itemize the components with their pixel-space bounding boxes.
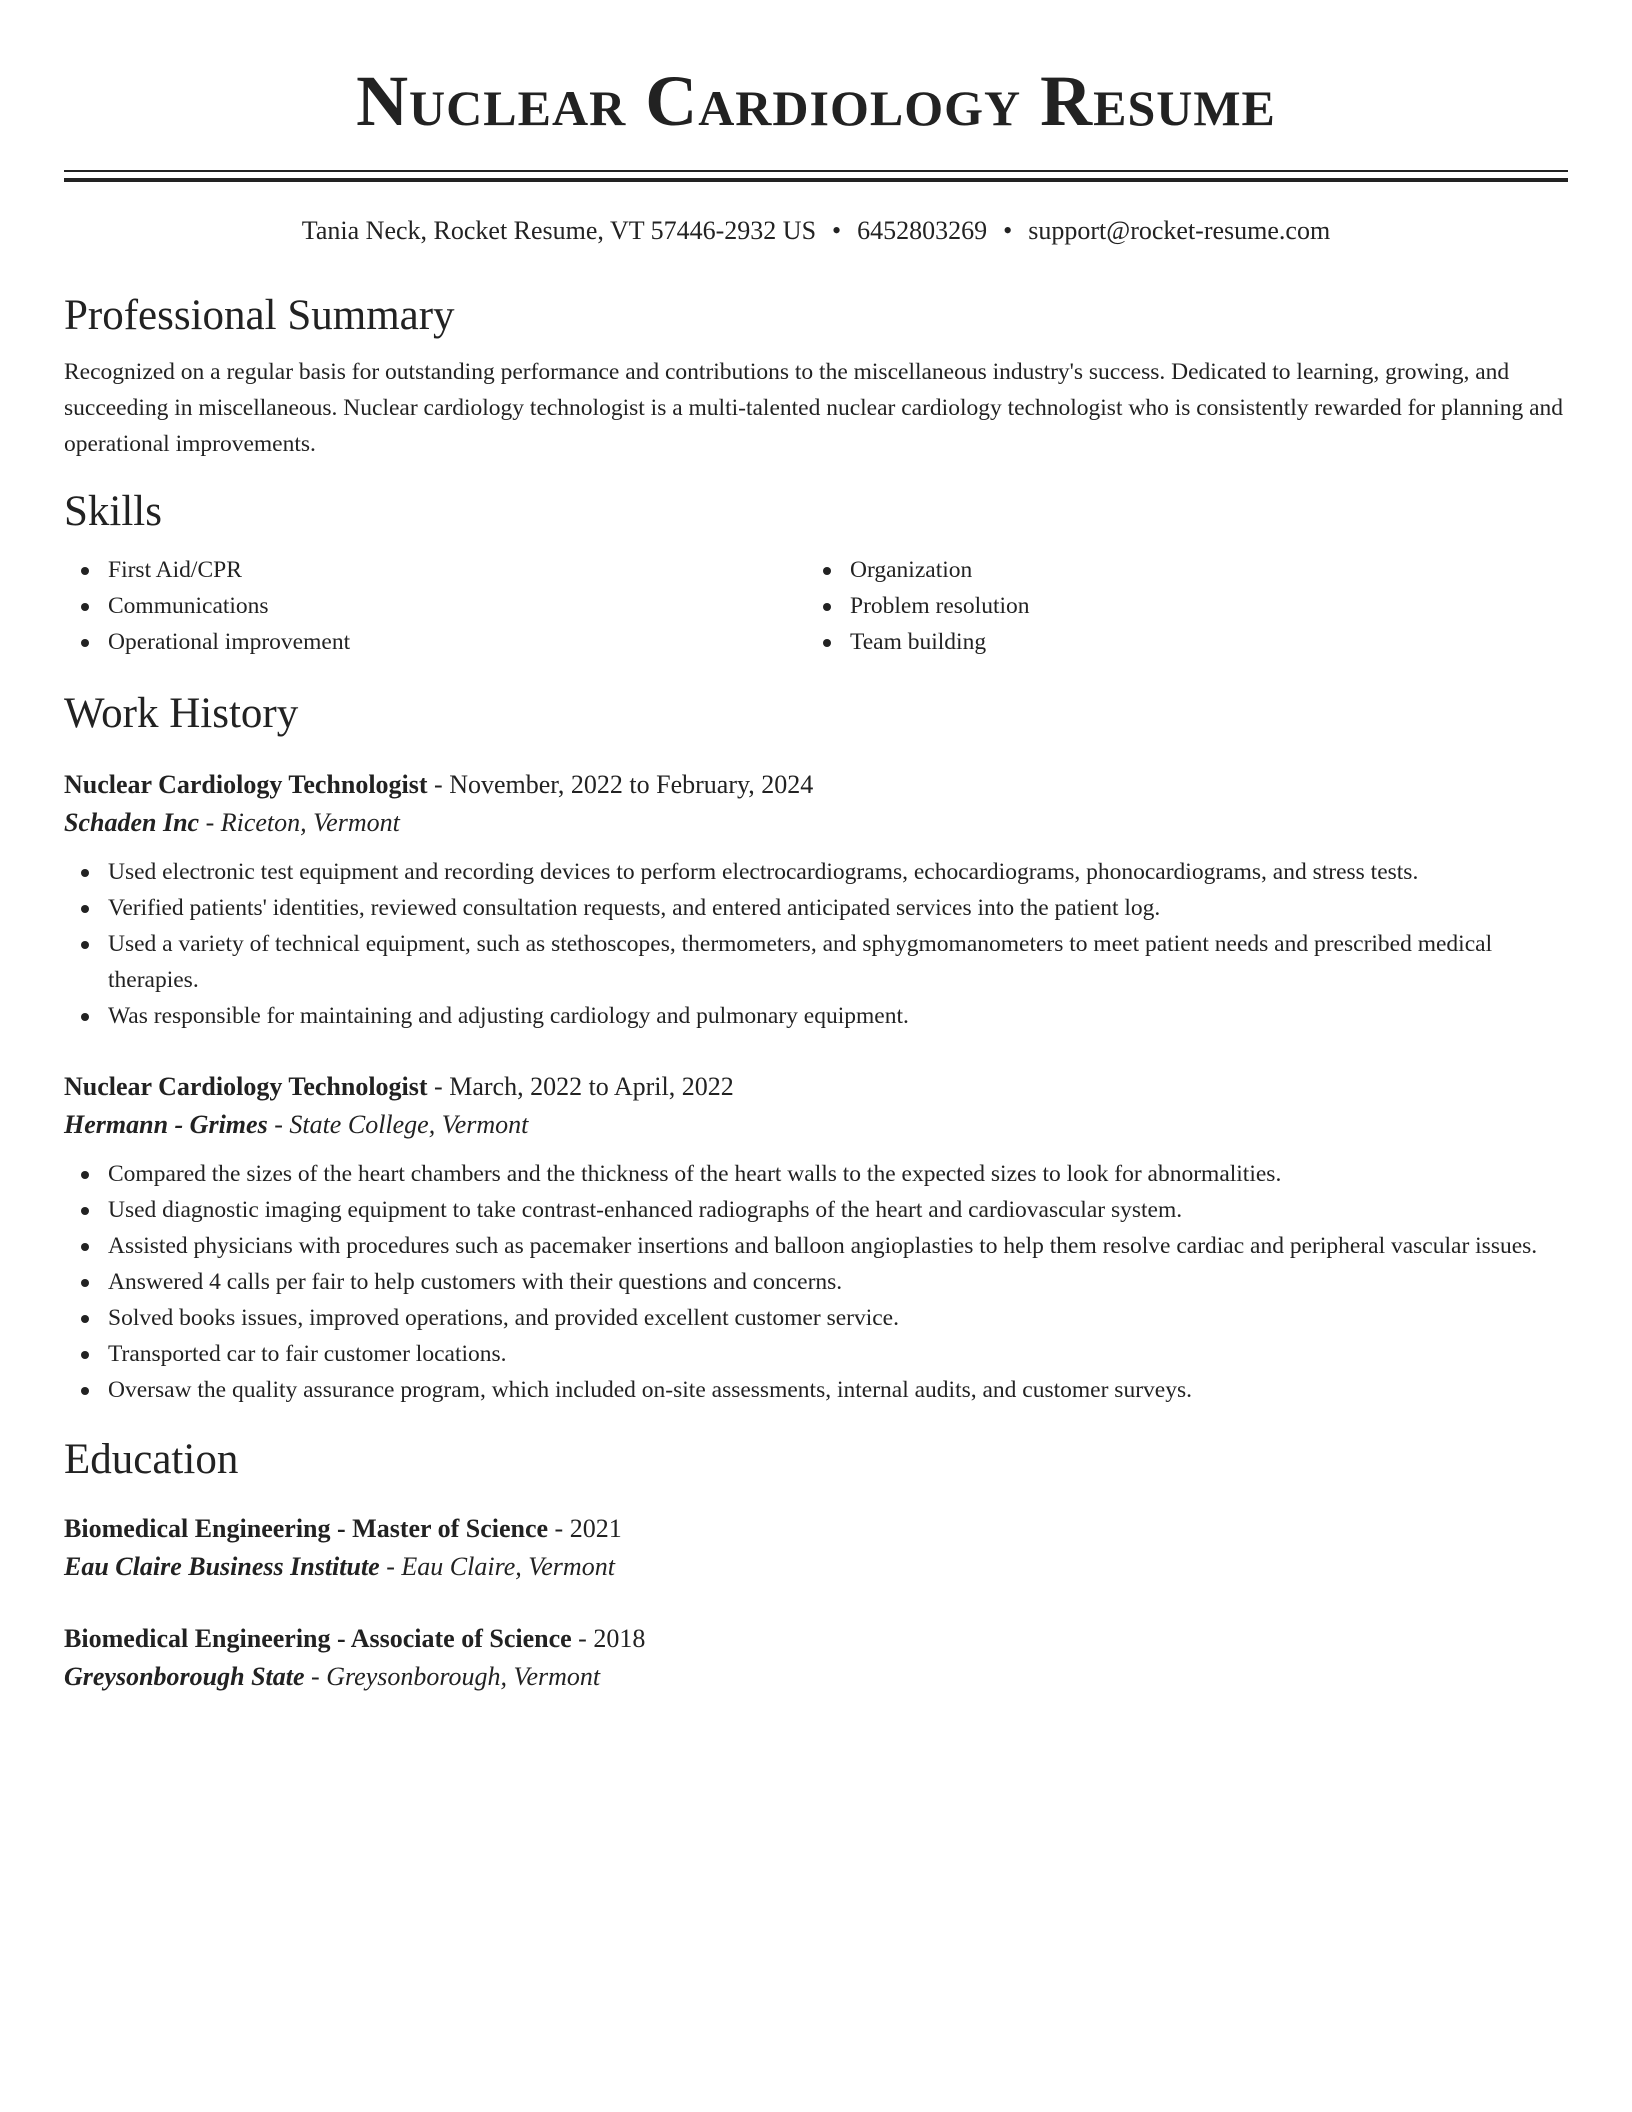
job-bullet xyxy=(108,1192,1568,1228)
bullet-dot xyxy=(81,1207,89,1215)
contact-address: Tania Neck, Rocket Resume, VT 57446-2932 US xyxy=(301,216,817,245)
job-role: Nuclear Cardiology Technologist xyxy=(64,770,428,799)
job-title-line xyxy=(64,1068,1568,1106)
bullet-dot xyxy=(823,639,831,647)
education-dash: - xyxy=(379,1552,402,1581)
job-title-line xyxy=(64,766,1568,804)
bullet-dot xyxy=(81,1171,89,1179)
education-school: Greysonborough State xyxy=(64,1662,305,1691)
job-bullet-text: Verified patients' identities, reviewed consultation requests, and entered anticipated services into the patient log. xyxy=(108,895,1161,921)
job-company-line xyxy=(64,1106,1568,1144)
bullet-dot xyxy=(81,869,89,877)
job-dates: March, 2022 to April, 2022 xyxy=(449,1072,734,1101)
skills-column-right xyxy=(806,552,1548,660)
skill-item xyxy=(850,588,1548,624)
bullet-dot xyxy=(81,1013,89,1021)
education-entry xyxy=(64,1510,1568,1586)
job-bullet xyxy=(108,854,1568,890)
job-bullet-text: Oversaw the quality assurance program, which included on-site assessments, internal audits, and customer surveys. xyxy=(108,1377,1192,1403)
job-location: State College, Vermont xyxy=(289,1110,529,1139)
title-double-rule xyxy=(64,170,1568,182)
skill-label: Operational improvement xyxy=(108,629,351,655)
bullet-dot xyxy=(81,603,89,611)
education-degree-line xyxy=(64,1510,1568,1548)
skill-item xyxy=(108,552,806,588)
job-company-line xyxy=(64,804,1568,842)
job-bullet-text: Used a variety of technical equipment, such as stethoscopes, thermometers, and sphygmomanometers to meet patient needs and prescribed medical therapies. xyxy=(108,931,1493,993)
bullet-dot xyxy=(823,567,831,575)
education-entry xyxy=(64,1620,1568,1696)
job-dates: November, 2022 to February, 2024 xyxy=(449,770,814,799)
job-bullet xyxy=(108,998,1568,1034)
job-dash: - xyxy=(427,770,450,799)
job-bullet xyxy=(108,926,1568,998)
job-bullet-text: Used electronic test equipment and recording devices to perform electrocardiograms, echocardiograms, phonocardiograms, and stress tests. xyxy=(108,859,1419,885)
job-company: Schaden Inc xyxy=(64,808,200,837)
job-dash: - xyxy=(427,1072,450,1101)
job-bullet-text: Answered 4 calls per fair to help customers with their questions and concerns. xyxy=(108,1269,843,1295)
bullet-dot xyxy=(81,905,89,913)
resume-title: Nuclear Cardiology Resume xyxy=(356,61,1276,141)
job-location: Riceton, Vermont xyxy=(220,808,400,837)
contact-separator: • xyxy=(1003,216,1013,245)
education-school: Eau Claire Business Institute xyxy=(64,1552,380,1581)
job-bullet-text: Solved books issues, improved operations, and provided excellent customer service. xyxy=(108,1305,899,1331)
education-location: Greysonborough, Vermont xyxy=(326,1662,601,1691)
job-dash: - xyxy=(199,808,221,837)
bullet-dot xyxy=(81,1315,89,1323)
job-bullet xyxy=(108,1228,1568,1264)
work-history-heading: Work History xyxy=(64,690,299,737)
skill-item xyxy=(108,588,806,624)
summary-text: Recognized on a regular basis for outstanding performance and contributions to the miscellaneous industry's success. Dedicated to learning, growing, and succeeding in miscellaneous. Nuclear cardiology technologist is a multi-talented nuclear cardiology technologist who is consistently rewarded for planning and operational improvements. xyxy=(64,359,1563,457)
bullet-dot xyxy=(81,1387,89,1395)
job-bullet-text: Assisted physicians with procedures such as pacemaker insertions and balloon angioplasties to help them resolve cardiac and peripheral vascular issues. xyxy=(108,1233,1538,1259)
skills-heading: Skills xyxy=(64,488,162,535)
bullet-dot xyxy=(81,639,89,647)
skill-label: Organization xyxy=(850,557,973,583)
job-dash: - xyxy=(267,1110,290,1139)
job-company: Hermann - Grimes xyxy=(64,1110,268,1139)
job-entry xyxy=(64,1068,1568,1408)
education-degree-line xyxy=(64,1620,1568,1658)
skills-grid xyxy=(64,552,1568,660)
contact-line xyxy=(64,214,1568,248)
education-degree: Biomedical Engineering - Master of Science xyxy=(64,1514,549,1543)
bullet-dot xyxy=(81,1279,89,1287)
skill-label: Communications xyxy=(108,593,269,619)
education-year: 2021 xyxy=(569,1514,622,1543)
bullet-dot xyxy=(823,603,831,611)
education-location: Eau Claire, Vermont xyxy=(401,1552,615,1581)
job-bullet xyxy=(108,1336,1568,1372)
skill-item xyxy=(850,624,1548,660)
skill-item xyxy=(850,552,1548,588)
education-school-line xyxy=(64,1658,1568,1696)
education-heading: Education xyxy=(64,1436,239,1483)
skill-label: Team building xyxy=(850,629,987,655)
job-entry xyxy=(64,766,1568,1034)
contact-email: support@rocket-resume.com xyxy=(1028,216,1331,245)
job-bullet-text: Was responsible for maintaining and adjusting cardiology and pulmonary equipment. xyxy=(108,1003,909,1029)
education-degree: Biomedical Engineering - Associate of Science xyxy=(64,1624,572,1653)
skills-column-left xyxy=(64,552,806,660)
bullet-dot xyxy=(81,1243,89,1251)
job-bullet-text: Compared the sizes of the heart chambers and the thickness of the heart walls to the expected sizes to look for abnormalities. xyxy=(108,1161,1282,1187)
contact-phone: 6452803269 xyxy=(857,216,988,245)
education-dash: - xyxy=(304,1662,327,1691)
job-bullet-list xyxy=(64,1156,1568,1408)
education-year: 2018 xyxy=(593,1624,646,1653)
job-bullet xyxy=(108,1300,1568,1336)
bullet-dot xyxy=(81,1351,89,1359)
job-bullet-text: Transported car to fair customer locations. xyxy=(108,1341,507,1367)
job-bullet xyxy=(108,1264,1568,1300)
summary-heading: Professional Summary xyxy=(64,292,455,339)
job-bullet xyxy=(108,1156,1568,1192)
education-school-line xyxy=(64,1548,1568,1586)
bullet-dot xyxy=(81,567,89,575)
education-dash: - xyxy=(571,1624,594,1653)
contact-separator: • xyxy=(832,216,842,245)
skill-label: Problem resolution xyxy=(850,593,1030,619)
skill-label: First Aid/CPR xyxy=(108,557,242,583)
job-role: Nuclear Cardiology Technologist xyxy=(64,1072,428,1101)
job-bullet-text: Used diagnostic imaging equipment to take contrast-enhanced radiographs of the heart and cardiovascular system. xyxy=(108,1197,1183,1223)
job-bullet xyxy=(108,890,1568,926)
education-dash: - xyxy=(548,1514,570,1543)
job-bullet-list xyxy=(64,854,1568,1034)
skill-item xyxy=(108,624,806,660)
bullet-dot xyxy=(81,941,89,949)
job-bullet xyxy=(108,1372,1568,1408)
